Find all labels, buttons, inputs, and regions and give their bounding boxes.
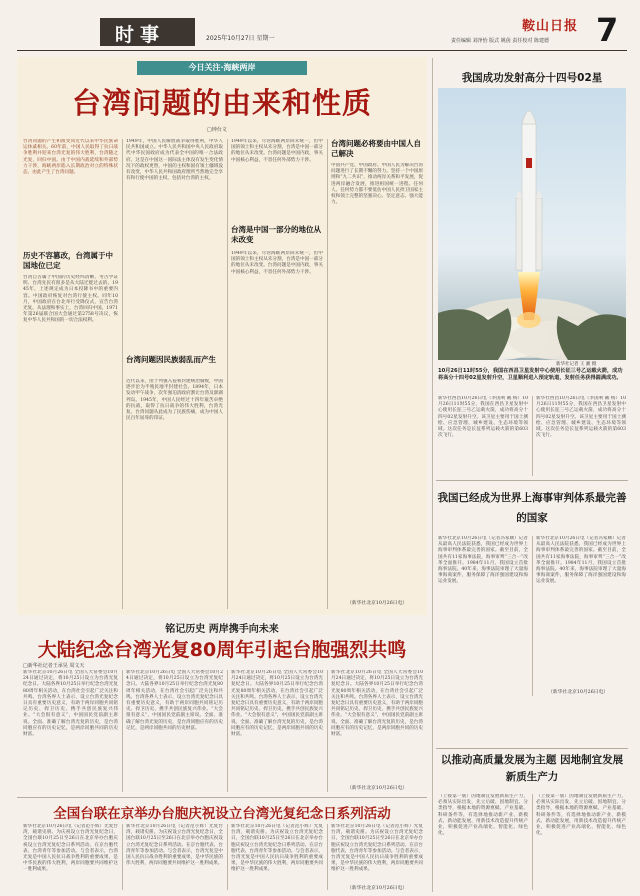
story-source: □新华社记者王承昊 周文天 xyxy=(23,663,85,669)
bottom-col-rule-2 xyxy=(227,824,228,890)
maritime-body-col1: 新华社北京10月26日电（记者冯家顺）记者从最高人民法院获悉，我国已经成为世界上海事审判体系最完善的国家。截至目前，全国共有11家海事法院，海事审判“三合一”改革全面推开。1984年11月，我国设立首批海事法院。40年来，海事法院审理了大量海事海商案件，服务保障了海洋强国建设和海运业发展。 xyxy=(438,536,528,585)
paper-logo: 鞍山日报 xyxy=(522,19,579,34)
body-weakness: 近代以来，由于列强入侵和封建统治腐败，中国逐步沦为半殖民地半封建社会。1894年，日本发动甲午战争，次年强迫清政府割让台湾及澎湖列岛。1945年，中国人民经过十四年艰苦卓绝的抗战，取得了抗日战争的伟大胜利，台湾光复。台湾问题从此成为了民族伤痛，成为中国人民百年屈辱的印证。 xyxy=(126,379,223,422)
bottom-body-col4: 新华社北京10月26日电（记者范小辉）光复台湾，载诸史册。为庆祝设立台湾光复纪念日，全国台联10月25日至26日在北京举办台胞庆祝设立台湾光复纪念日系列活动。在京台胞代表、台湾青年等参加活动。与会者表示，台湾光复是中国人民抗日战争胜利的重要成果，是中华民族的伟大胜利，两岸同胞要共同维护这一胜利成果。 xyxy=(331,824,423,873)
right-rule-1 xyxy=(436,480,628,481)
photo-credit: 新华社记者 王 湘 摄 xyxy=(556,362,597,367)
bottom-body-col1: 新华社北京10月26日电（记者范小辉）光复台湾，载诸史册。为庆祝设立台湾光复纪念日，全国台联10月25日至26日在北京举办台胞庆祝设立台湾光复纪念日系列活动。在京台胞代表、台湾青年等参加活动。与会者表示，台湾光复是中国人民抗日战争胜利的重要成果，是中华民族的伟大胜利，两岸同胞要共同维护这一胜利成果。 xyxy=(23,824,118,873)
bottom-headline: 全国台联在京举办台胞庆祝设立台湾光复纪念日系列活动 xyxy=(53,806,391,822)
bottom-rule xyxy=(17,797,427,798)
development-body-col1: （上接第一版）因地制宜发展新质生产力，必须从实际出发，先立后破、因地制宜、分类指导，根据本地的资源禀赋、产业基础、科研条件等，有选择地推动新产业、新模式、新动能发展，用新技术改造提升传统产业，积极促进产业高端化、智能化、绿色化。 xyxy=(438,794,528,837)
story-commemoration xyxy=(17,618,427,796)
body-status: 1949年以来，尽管海峡两岸尚未统一，但中国的领土和主权从未分割，台湾是中国一部分的地位从未改变。台湾问题是中国内政，事关中国核心利益，不容任何外部势力干涉。 xyxy=(231,251,323,275)
bottom-col-rule-1 xyxy=(122,824,123,890)
body-history: 台湾自古属于中国的历史经纬清晰、考古学证明、台湾先民有很多是从大陆迁徙过去的。1945年，上述规定成为日本投降书中的重要内容。中国政府恢复对台湾行使主权。同年10月，中国政府在台北举行受降仪式，宣告台湾光复。从法理和事实上，台湾回归中国。1971年第26届联合国大会通过第2758号决议，恢复中华人民共和国的一切合法权利。 xyxy=(23,275,118,324)
development-headline: 以推动高质量发展为主题 因地制宜发展新质生产力 xyxy=(440,754,624,783)
satellite-photo xyxy=(438,88,626,360)
bottom-col-rule-3 xyxy=(327,824,328,890)
development-col-rule xyxy=(532,794,533,890)
bottom-byline: （新华社北京10月26日电） xyxy=(347,886,408,891)
editors-line: 责任编辑 刘净怡 版式 姚茵 责任校对 陈建德 xyxy=(451,38,549,44)
section-title: 时事 xyxy=(115,24,166,46)
right-column-rule xyxy=(432,58,433,892)
page-number: 7 xyxy=(596,11,619,49)
feature-source: □钟台文 xyxy=(207,127,227,133)
subhead-status: 台湾是中国一部分的地位从未改变 xyxy=(231,225,321,244)
story-col-rule-3 xyxy=(327,670,328,792)
body-history-continued: 1949年，中国人民解放战争取得胜利，中华人民共和国成立。中华人民共和国中央人民政府取代中华民国政府成为代表全中国的唯一合法政府。这是在中国这一国际法主体没有发生变化情况下的政权更替，中国的主权和固有领土疆域没有改变，中华人民共和国政府理所当然地完全享有和行使中国的主权，包括对台湾的主权。 xyxy=(126,139,223,182)
feature-col-rule-3 xyxy=(327,139,328,609)
masthead-rule xyxy=(17,50,627,51)
story-body-col1: 新华社北京10月26日电 全国人大常委会10月24日通过决定，将10月25日设立为台湾光复纪念日。大陆各界10月25日举行纪念台湾光复80周年相关活动，在台湾社会引起广泛关注和共鸣。台湾各界人士表示，设立台湾光复纪念日具有重要历史意义，有助于两岸同胞共同铭记历史、捍卫历史、携手共创民族复兴伟业。“大会很有意义”，中国国民党前副主席说。全面、准确了解台湾光复的历史，是台湾同胞应有的历史记忆，是两岸同胞共同的历史财富。 xyxy=(23,670,118,738)
subhead-resolve: 台湾问题必将要由中国人自己解决 xyxy=(331,139,421,158)
photo-caption: 10月26日11时55分，我国在西昌卫星发射中心使用长征三号乙运载火箭，成功将高分十四号02星发射升空，卫星顺利进入预定轨道，发射任务获得圆满成功。 xyxy=(438,368,623,381)
body-resolve: 中国共产党、中国政府、中国人民为解决台湾问题进行了长期不懈的努力。坚持一个中国原则和“九二共识”，推动两岸关系和平发展，促进两岸融合发展，推进祖国统一进程。任何人、任何势力都不要低估中国人民捍卫国家主权和领土完整的坚强决心、坚定意志、强大能力。 xyxy=(331,163,423,206)
satellite-body-col2: 新华社西昌10月26日电（李国利 戴 杨）10月26日11时55分，我国在西昌卫星发射中心使用长征三号乙运载火箭，成功将高分十四号02星发射升空。该卫星主要用于国土测绘、应急管理、城乡建设、生态环境等领域。这次任务是长征系列运载火箭的第603次飞行。 xyxy=(536,396,626,439)
feature-col-rule-2 xyxy=(227,139,228,609)
subhead-history: 历史不容篡改，台湾属于中国地位已定 xyxy=(23,251,113,270)
development-body-col2: （上接第一版）因地制宜发展新质生产力，必须从实际出发，先立后破、因地制宜、分类指导，根据本地的资源禀赋、产业基础、科研条件等，有选择地推动新产业、新模式、新动能发展，用新技术改造提升传统产业，积极促进产业高端化、智能化、绿色化。 xyxy=(536,794,626,837)
right-rule-2 xyxy=(436,748,628,749)
bottom-body-col2: 新华社北京10月26日电（记者范小辉）光复台湾，载诸史册。为庆祝设立台湾光复纪念日，全国台联10月25日至26日在北京举办台胞庆祝设立台湾光复纪念日系列活动。在京台胞代表、台湾青年等参加活动。与会者表示，台湾光复是中国人民抗日战争胜利的重要成果，是中华民族的伟大胜利，两岸同胞要共同维护这一胜利成果。 xyxy=(126,824,223,867)
story-col-rule-2 xyxy=(227,670,228,792)
story-body-col4: 新华社北京10月26日电 全国人大常委会10月24日通过决定，将10月25日设立为台湾光复纪念日。大陆各界10月25日举行纪念台湾光复80周年相关活动，在台湾社会引起广泛关注和共鸣。台湾各界人士表示，设立台湾光复纪念日具有重要历史意义，有助于两岸同胞共同铭记历史、捍卫历史、携手共创民族复兴伟业。“大会很有意义”，中国国民党前副主席说。全面、准确了解台湾光复的历史，是台湾同胞应有的历史记忆，是两岸同胞共同的历史财富。 xyxy=(331,670,423,738)
story-col-rule-1 xyxy=(122,670,123,792)
story-headline: 大陆纪念台湾光复80周年引起台胞强烈共鸣 xyxy=(37,639,407,661)
maritime-body-col2: 新华社北京10月26日电（记者冯家顺）记者从最高人民法院获悉，我国已经成为世界上海事审判体系最完善的国家。截至目前，全国共有11家海事法院，海事审判“三合一”改革全面推开。1984年11月，我国设立首批海事法院。40年来，海事法院审理了大量海事海商案件，服务保障了海洋强国建设和海运业发展。 xyxy=(536,536,626,585)
feature-byline: （新华社北京10月26日电） xyxy=(347,601,408,606)
maritime-headline: 我国已经成为世界上海事审判体系最完善的国家 xyxy=(437,492,627,524)
story-byline: （新华社北京10月26日电） xyxy=(347,786,408,791)
feature-headline: 台湾问题的由来和性质 xyxy=(71,86,372,120)
intro-paragraph: 台湾问题的产生和演变同近代以来中华民族命运休戚相关。60年前，中国人民取得了抗日战争胜利并迎来台湾光复的伟大胜利，台湾随之光复，回归中国。由于中国内战延续和外部势力干涉，海峡两岸陷入长期政治对立的特殊状态，由此产生了台湾问题。 xyxy=(23,139,118,176)
satellite-body-col1: 新华社西昌10月26日电（李国利 戴 杨）10月26日11时55分，我国在西昌卫星发射中心使用长征三号乙运载火箭，成功将高分十四号02星发射升空。该卫星主要用于国土测绘、应急管理、城乡建设、生态环境等领域。这次任务是长征系列运载火箭的第603次飞行。 xyxy=(438,396,528,439)
masthead xyxy=(0,0,640,58)
story-body-col3: 新华社北京10月26日电 全国人大常委会10月24日通过决定，将10月25日设立为台湾光复纪念日。大陆各界10月25日举行纪念台湾光复80周年相关活动，在台湾社会引起广泛关注和共鸣。台湾各界人士表示，设立台湾光复纪念日具有重要历史意义，有助于两岸同胞共同铭记历史、捍卫历史、携手共创民族复兴伟业。“大会很有意义”，中国国民党前副主席说。全面、准确了解台湾光复的历史，是台湾同胞应有的历史记忆，是两岸同胞共同的历史财富。 xyxy=(231,670,323,738)
satellite-headline: 我国成功发射高分十四号02星 xyxy=(461,72,603,84)
satellite-col-rule xyxy=(532,396,533,476)
maritime-col-rule xyxy=(532,536,533,696)
story-body-col2: 新华社北京10月26日电 全国人大常委会10月24日通过决定，将10月25日设立为台湾光复纪念日。大陆各界10月25日举行纪念台湾光复80周年相关活动，在台湾社会引起广泛关注和共鸣。台湾各界人士表示，设立台湾光复纪念日具有重要历史意义，有助于两岸同胞共同铭记历史、捍卫历史、携手共创民族复兴伟业。“大会很有意义”，中国国民党前副主席说。全面、准确了解台湾光复的历史，是台湾同胞应有的历史记忆，是两岸同胞共同的历史财富。 xyxy=(126,670,223,731)
maritime-byline: （新华社北京10月26日电） xyxy=(548,690,609,695)
feature-kicker: 今日关注·海峡两岸 xyxy=(137,61,307,75)
body-unchanged-intro: 1949年以来，尽管海峡两岸尚未统一，但中国的领土和主权从未分割，台湾是中国一部分的地位从未改变。台湾问题是中国内政，事关中国核心利益，不容任何外部势力干涉。 xyxy=(231,139,323,163)
story-taiwan-federation xyxy=(17,800,427,892)
feature-taiwan-issue xyxy=(17,57,427,615)
story-kicker: 铭记历史 两岸携手向未来 xyxy=(165,624,279,635)
subhead-weakness: 台湾问题因民族弱乱而产生 xyxy=(126,355,216,364)
feature-col-rule-1 xyxy=(122,139,123,609)
masthead-date: 2025年10月27日 星期一 xyxy=(206,35,275,42)
right-column xyxy=(436,58,628,892)
bottom-body-col3: 新华社北京10月26日电（记者范小辉）光复台湾，载诸史册。为庆祝设立台湾光复纪念日，全国台联10月25日至26日在北京举办台胞庆祝设立台湾光复纪念日系列活动。在京台胞代表、台湾青年等参加活动。与会者表示，台湾光复是中国人民抗日战争胜利的重要成果，是中华民族的伟大胜利，两岸同胞要共同维护这一胜利成果。 xyxy=(231,824,323,873)
